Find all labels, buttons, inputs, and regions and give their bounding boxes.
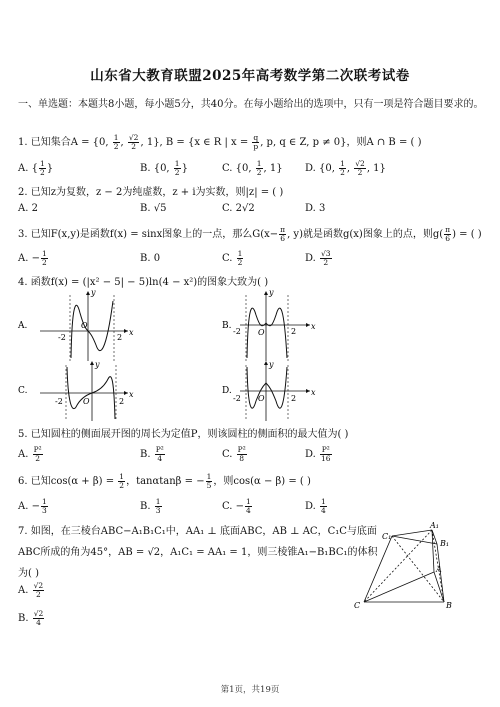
- svg-text:O: O: [83, 397, 90, 406]
- fraction-q-p: $\frac{q}{p}$: [253, 133, 259, 151]
- exam-title: 山东省大教育联盟2025年高考数学第二次联考试卷: [90, 68, 410, 84]
- question-7-line-1: 7. 如图，在三棱台ABC−A₁B₁C₁中，AA₁ ⊥ 底面ABC，AB ⊥ AC，C₁C与底面: [18, 526, 377, 537]
- svg-text:x: x: [311, 322, 316, 331]
- q1-option-c[interactable]: C. {0, $\frac{1}{2}$ , 1}: [222, 159, 283, 177]
- label-a: A: [436, 565, 442, 574]
- question-1: 1. 已知集合A = {0, $\frac{1}{2}$ , $\frac{√2}{2}$ , 1}, B = {x ∈ R | x = $\frac{q}{p}$ , p, q ∈ Z, p ≠ 0}，则A ∩ B = ( ): [18, 133, 422, 151]
- question-4: 4. 函数f(x) = (|x² − 5| − 5)ln(4 − x²)的图象大致为( ): [18, 277, 269, 288]
- q6-option-d[interactable]: D. $\frac{1}{4}$: [305, 497, 326, 515]
- q2-option-d[interactable]: D. 3: [305, 203, 326, 214]
- question-5: 5. 已知圆柱的侧面展开图的周长为定值P，则该圆柱的侧面积的最大值为( ): [18, 429, 349, 440]
- q7-frustum-figure: [352, 522, 462, 612]
- question-7-line-2: ABC所成的角为45°，AB = √2，A₁C₁ = AA₁ = 1，则三棱锥A₁−B₁BC₁的体积: [18, 547, 378, 558]
- svg-text:y: y: [269, 288, 274, 297]
- question-2: 2. 已知z为复数，z − 2为纯虚数，z + i为实数，则|z| = ( ): [18, 187, 284, 198]
- q7-option-b[interactable]: B. $\frac{√2}{4}$: [18, 609, 44, 627]
- svg-text:y: y: [95, 360, 100, 369]
- edge-c1b1: [392, 536, 437, 544]
- svg-text:x: x: [311, 388, 316, 397]
- svg-text:-2: -2: [233, 327, 241, 336]
- q4-graph-d[interactable]: [222, 360, 316, 421]
- label-b: B: [446, 601, 452, 610]
- q4-graph-b[interactable]: [222, 288, 316, 361]
- label-a1: A₁: [430, 522, 439, 530]
- svg-text:x: x: [129, 328, 134, 337]
- question-3: 3. 已知F(x,y)是函数f(x) = sinx图象上的一点，那么G(x− $\frac{\pi}{6}$ , y)就是函数g(x)图象上的点，则g( $\frac{\pi}{6}$ ) = ( ): [18, 225, 482, 243]
- q4-graph-c[interactable]: [18, 360, 134, 421]
- q6-option-c[interactable]: C. − $\frac{1}{4}$: [222, 497, 251, 515]
- svg-text:B.: B.: [222, 321, 232, 331]
- q6-option-b[interactable]: B. $\frac{1}{3}$: [140, 497, 161, 515]
- fraction-half: $\frac{1}{2}$: [113, 133, 119, 151]
- edge-a1c: [364, 530, 432, 602]
- q7-option-a[interactable]: A. $\frac{√2}{2}$: [18, 581, 44, 599]
- label-c1: C₁: [382, 532, 392, 541]
- svg-text:-2: -2: [233, 394, 241, 403]
- q5-option-c[interactable]: C. $\frac{\text{P²}}{8}$: [222, 445, 246, 463]
- svg-text:2: 2: [291, 394, 297, 403]
- label-c: C: [354, 601, 361, 610]
- q1-option-b[interactable]: B. {0, $\frac{1}{2}$ }: [140, 159, 188, 177]
- svg-text:x: x: [129, 390, 134, 399]
- svg-text:C.: C.: [18, 386, 28, 396]
- q2-option-a[interactable]: A. 2: [18, 203, 38, 214]
- q6-option-a[interactable]: A. − $\frac{1}{3}$: [18, 497, 47, 515]
- q3-option-b[interactable]: B. 0: [140, 253, 161, 264]
- question-7-line-3: 为( ): [18, 568, 39, 579]
- q5-option-d[interactable]: D. $\frac{\text{P²}}{16}$: [305, 445, 331, 463]
- svg-text:O: O: [81, 321, 88, 330]
- label-b1: B₁: [440, 539, 450, 548]
- q4-graph-options: [0, 283, 500, 423]
- svg-text:y: y: [269, 360, 274, 369]
- q3-option-a[interactable]: A. − $\frac{1}{2}$: [18, 249, 47, 267]
- svg-text:2: 2: [119, 397, 125, 406]
- q1-option-a[interactable]: A. { $\frac{1}{2}$ }: [18, 159, 54, 177]
- svg-text:2: 2: [291, 327, 297, 336]
- q2-option-b[interactable]: B. √5: [140, 203, 167, 214]
- q4-graph-a[interactable]: [17, 288, 134, 361]
- svg-text:O: O: [258, 328, 265, 337]
- q3-option-c[interactable]: C. $\frac{1}{2}$: [222, 249, 243, 267]
- svg-text:-2: -2: [55, 397, 63, 406]
- question-6: 6. 已知cos(α + β) = $\frac{1}{2}$ ，tanαtanβ = − $\frac{1}{5}$ ，则cos(α − β) = ( ): [18, 472, 311, 490]
- svg-text:2: 2: [117, 333, 123, 342]
- edge-a1a: [432, 530, 434, 572]
- q5-option-b[interactable]: B. $\frac{\text{P²}}{4}$: [140, 445, 164, 463]
- q2-option-c[interactable]: C. 2√2: [222, 203, 255, 214]
- fraction-sqrt2-half: $\frac{√2}{2}$: [128, 133, 139, 151]
- q3-option-d[interactable]: D. $\frac{√3}{2}$: [305, 249, 331, 267]
- q1-option-d[interactable]: D. {0, $\frac{1}{2}$ , $\frac{√2}{2}$ , 1}: [305, 159, 386, 177]
- section-heading: 一、单选题：本题共8小题，每小题5分，共40分。在每小题给出的选项中，只有一项是符合题目要求的。: [18, 99, 484, 110]
- svg-text:D.: D.: [222, 386, 232, 396]
- svg-text:A.: A.: [18, 321, 28, 331]
- svg-text:-2: -2: [58, 333, 66, 342]
- svg-text:y: y: [91, 288, 96, 297]
- q5-option-a[interactable]: A. $\frac{\text{P²}}{2}$: [18, 445, 42, 463]
- edge-c1a1: [392, 530, 432, 536]
- page-footer: 第1页，共19页: [220, 685, 280, 695]
- svg-text:O: O: [258, 394, 265, 403]
